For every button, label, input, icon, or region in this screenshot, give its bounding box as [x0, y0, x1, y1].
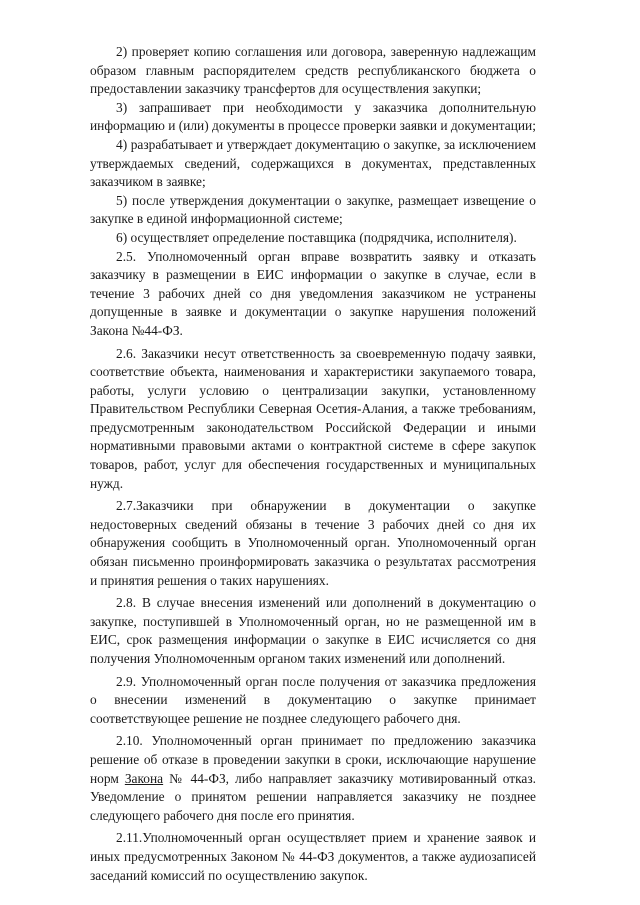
paragraph-2-9: 2.9. Уполномоченный орган после получения от заказчика предложения о внесении изменений в документацию о закупке принимает соответствующее решение не позднее следующего рабочего дня.	[90, 673, 536, 726]
document-body	[90, 43, 536, 885]
paragraph-item-5: 5) после утверждения документации о закупке, размещает извещение о закупке в единой информационной системе;	[90, 192, 536, 227]
paragraph-2-10	[90, 732, 536, 825]
paragraph-2-6: 2.6. Заказчики несут ответственность за своевременную подачу заявки, соответствие объекта, наименования и характеристики закупаемого товара, работы, услуги условию о централизации закупки, установленному Правительством Республики Северная Осетия-Алания, а также требованиям, предусмотренным законодательством Российской Федерации и иными нормативными правовыми актами о контрактной системе в сфере закупок товаров, работ, услуг для обеспечения государственных и муниципальных нужд.	[90, 345, 536, 491]
paragraph-2-10-text-end: № 44-ФЗ, либо направляет заказчику мотивированный отказ. Уведомление о принятом решении направляется заказчику не позднее следующего рабочего дня после его принятия.	[90, 770, 536, 823]
paragraph-2-10-text-start: 2.10. Уполномоченный орган принимает по предложению заказчика решение об отказе в проведении закупки в сроки, исключающие нарушение норм	[90, 733, 536, 786]
paragraph-item-3: 3) запрашивает при необходимости у заказчика дополнительную информацию и (или) документы в процессе проверки заявки и документации;	[90, 99, 536, 134]
paragraph-2-8: 2.8. В случае внесения изменений или дополнений в документацию о закупке, поступившей в Уполномоченный орган, но не размещенной им в ЕИС, срок размещения информации о закупке в ЕИС исчисляется со дня получения Уполномоченным органом таких изменений или дополнений.	[90, 595, 536, 666]
paragraph-2-5: 2.5. Уполномоченный орган вправе возвратить заявку и отказать заказчику в размещении в ЕИС информации о закупке в случае, если в течение 3 рабочих дней со дня уведомления заказчиком не устранены допущенные в заявке и документации о закупке нарушения положений Закона №44-ФЗ.	[90, 248, 536, 338]
paragraph-item-2: 2) проверяет копию соглашения или договора, заверенную надлежащим образом главным распорядителем средств республиканского бюджета о предоставлении заказчику трансфертов для осуществления закупки;	[90, 44, 536, 97]
law-link[interactable]: Закона	[124, 770, 164, 786]
paragraph-2-11: 2.11.Уполномоченный орган осуществляет прием и хранение заявок и иных предусмотренных Законом № 44-ФЗ документов, а также аудиозаписей заседаний комиссий по осуществлению закупок.	[90, 830, 536, 883]
paragraph-item-4: 4) разрабатывает и утверждает документацию о закупке, за исключением утверждаемых сведений, содержащихся в документах, представленных заказчиком в заявке;	[90, 136, 536, 190]
paragraph-2-7: 2.7.Заказчики при обнаружении в документации о закупке недостоверных сведений обязаны в течение 3 рабочих дней со дня их обнаружения сообщить в Уполномоченный орган. Уполномоченный орган обязан письменно проинформировать заказчика о результатах рассмотрения и принятия решения о таких нарушениях.	[90, 498, 536, 588]
paragraph-item-6: 6) осуществляет определение поставщика (подрядчика, исполнителя).	[116, 229, 517, 245]
